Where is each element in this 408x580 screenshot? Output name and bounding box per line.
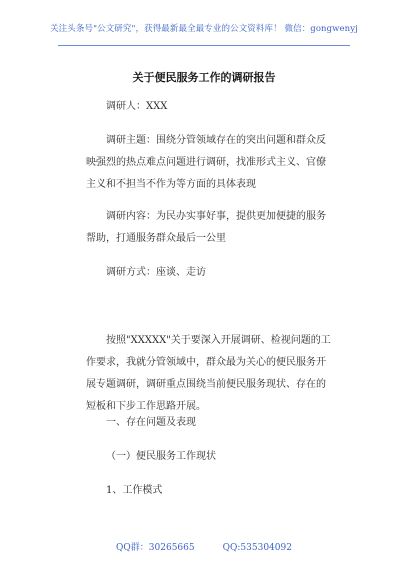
section-heading-1-1-1: 1、工作模式 bbox=[106, 485, 163, 496]
research-topic: 调研主题：围绕分管领域存在的突出问题和群众反映强烈的热点难点问题进行调研，找准形式主义、官僚主义和不担当不作为等方面的具体表现 bbox=[86, 135, 326, 190]
research-method: 调研方式：座谈、走访 bbox=[106, 267, 206, 278]
header-divider bbox=[58, 45, 350, 46]
intro-paragraph: 按照"XXXXX"关于要深入开展调研、检视问题的工作要求，我就分管领域中，群众最为关心的便民服务开展专题调研，调研重点围绕当前便民服务现状、存在的短板和下步工作思路开展。 bbox=[86, 335, 331, 412]
header-note: 关注头条号"公文研究"，获得最新最全最专业的公文资料库！ 微信：gongwenyj bbox=[50, 24, 358, 34]
researcher-line: 调研人：XXX bbox=[106, 101, 168, 112]
page-footer bbox=[0, 540, 408, 553]
section-heading-1: 一、存在问题及表现 bbox=[106, 417, 196, 428]
document-title: 关于便民服务工作的调研报告 bbox=[132, 71, 276, 84]
research-content: 调研内容：为民办实事好事，提供更加便捷的服务帮助，打通服务群众最后一公里 bbox=[86, 211, 326, 244]
footer-qq: QQ:535304092 bbox=[222, 543, 292, 553]
section-heading-1-1: （一）便民服务工作现状 bbox=[106, 451, 216, 462]
footer-qq-group: QQ群：30265665 bbox=[116, 543, 195, 553]
